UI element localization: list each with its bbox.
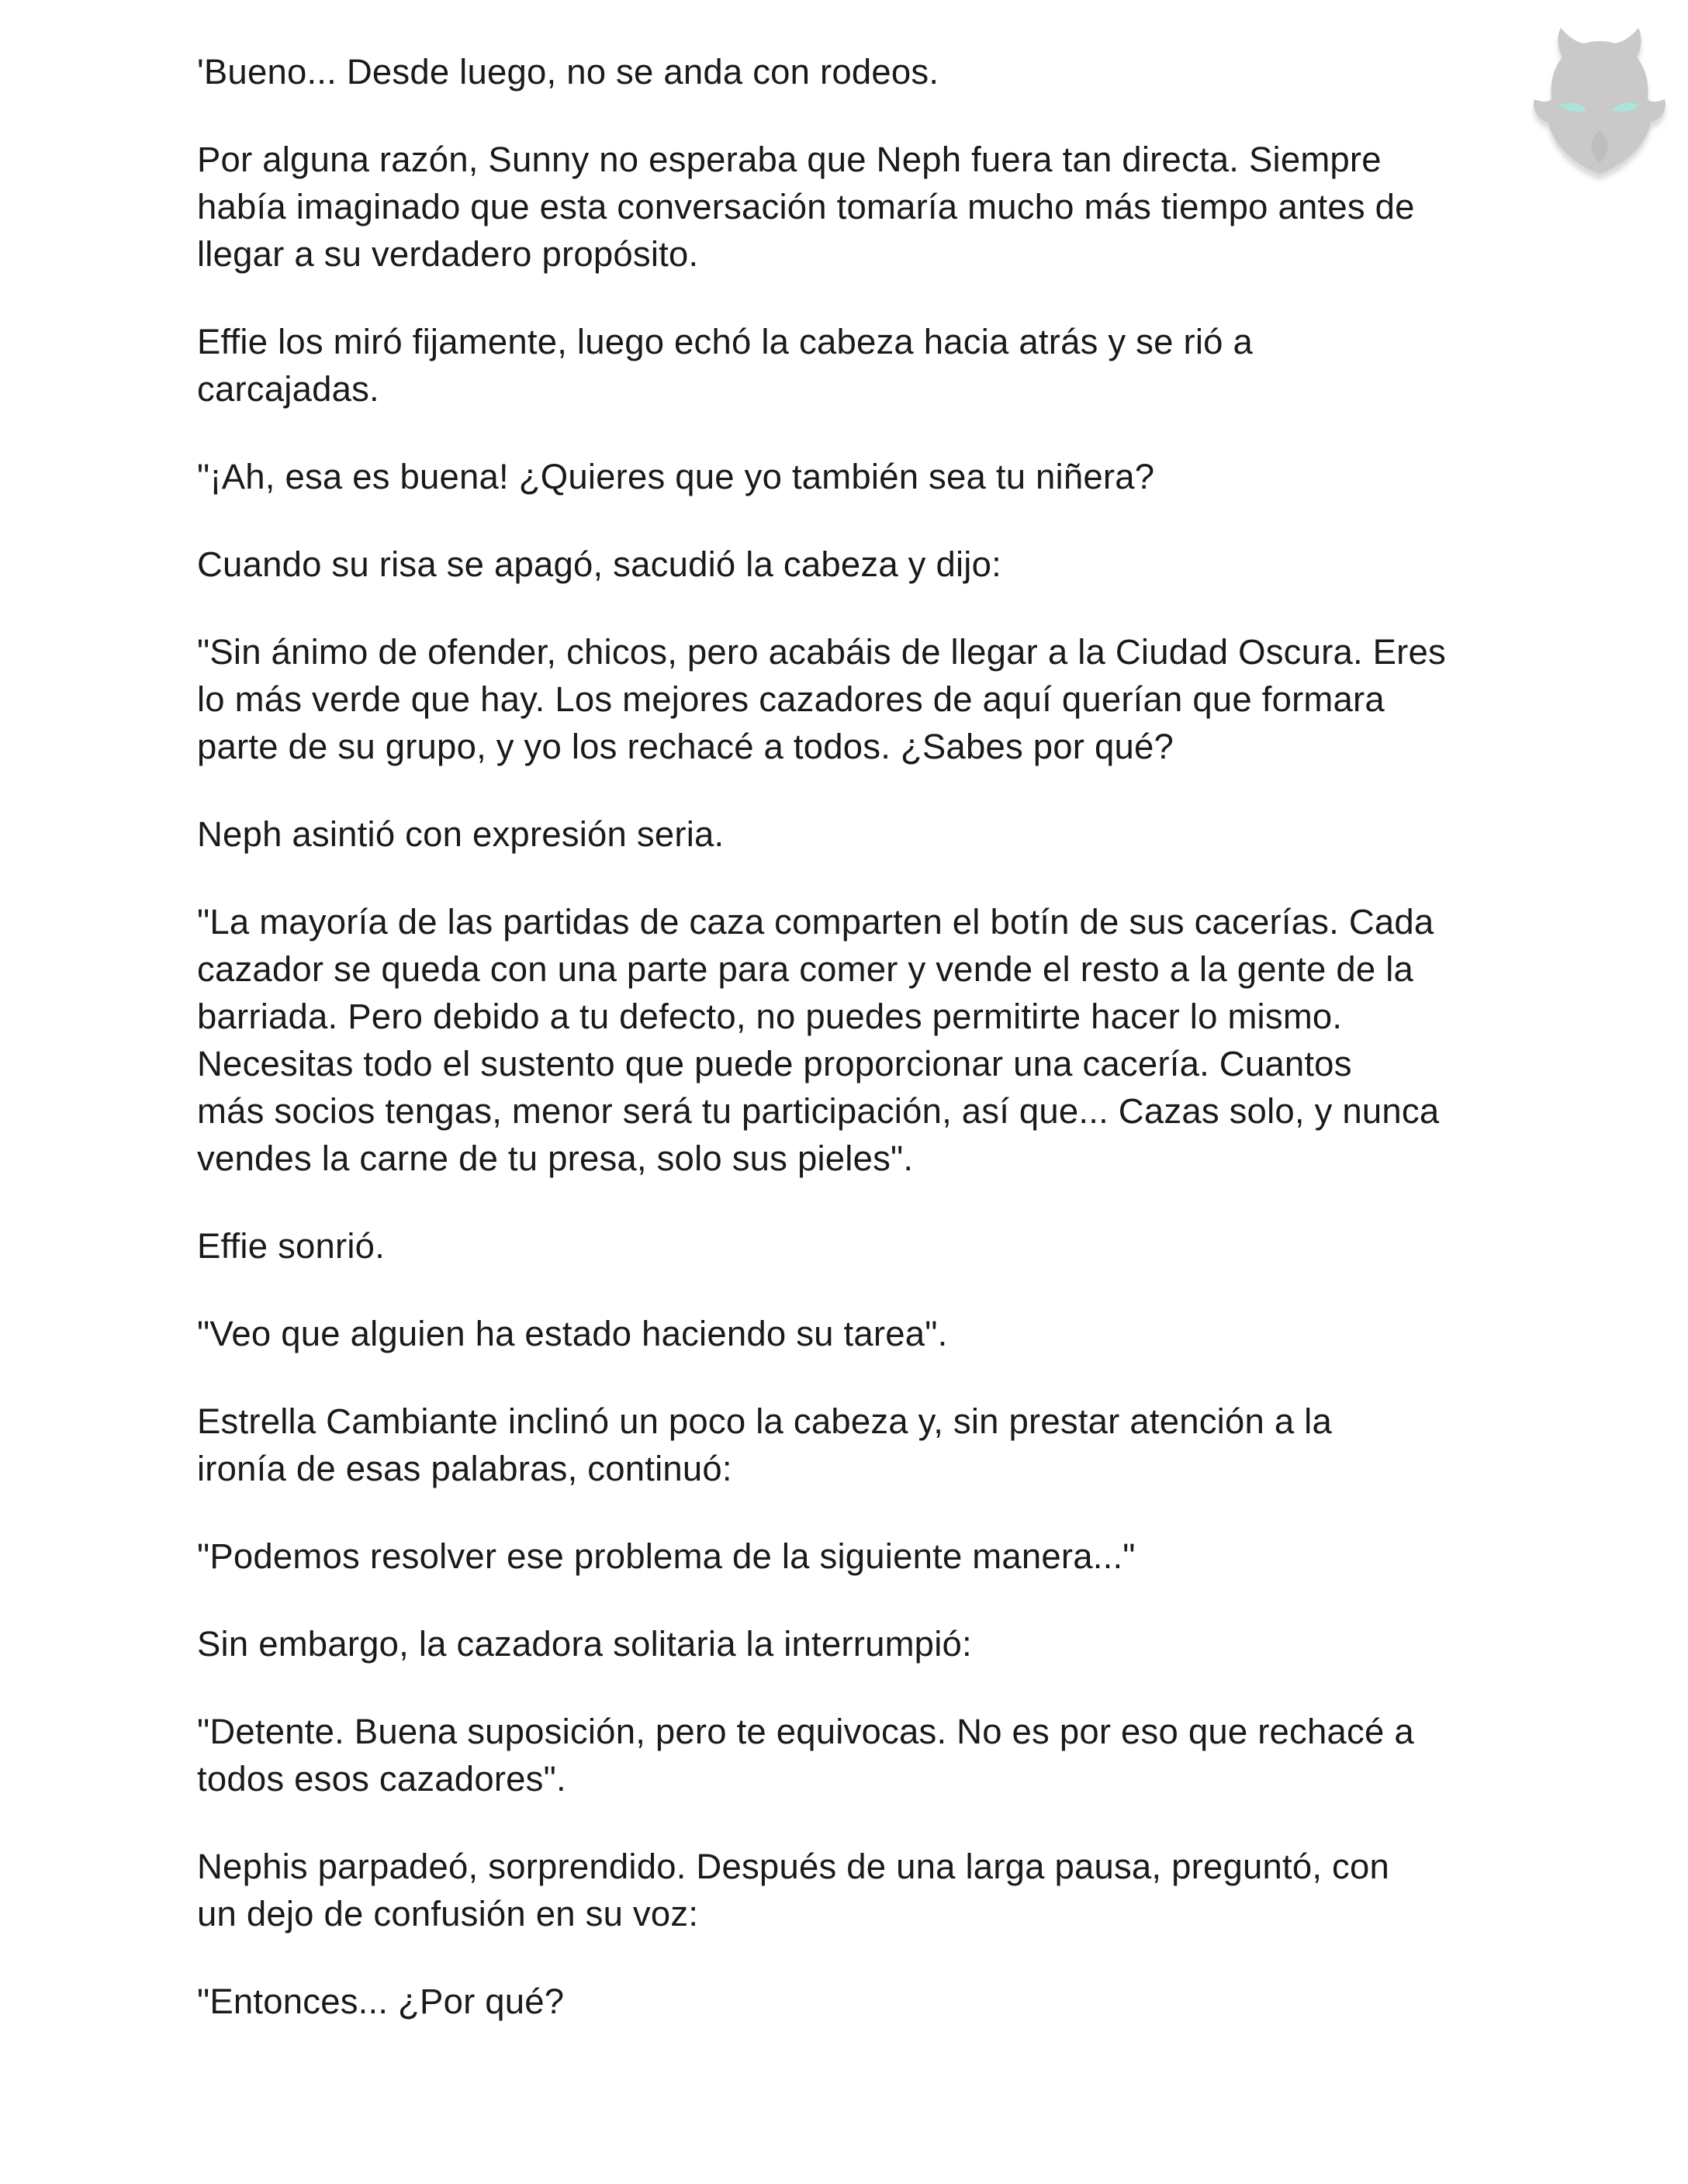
paragraph: "Veo que alguien ha estado haciendo su tarea". (197, 1314, 948, 1353)
paragraph: Cuando su risa se apagó, sacudió la cabeza y dijo: (197, 544, 1001, 584)
paragraph: Effie los miró fijamente, luego echó la cabeza hacia atrás y se rió a carcajadas. (197, 322, 1253, 409)
paragraph: 'Bueno... Desde luego, no se anda con rodeos. (197, 52, 939, 92)
paragraph: "Detente. Buena suposición, pero te equivocas. No es por eso que rechacé a todos esos cazadores". (197, 1712, 1414, 1799)
paragraph: Sin embargo, la cazadora solitaria la interrumpió: (197, 1624, 972, 1664)
paragraph: "Sin ánimo de ofender, chicos, pero acabáis de llegar a la Ciudad Oscura. Eres lo más verde que hay. Los mejores cazadores de aquí querían que formara parte de su grupo, y yo los rechacé a todos. ¿Sabes por qué? (197, 632, 1446, 766)
paragraph: "Entonces... ¿Por qué? (197, 1982, 565, 2021)
paragraph: "¡Ah, esa es buena! ¿Quieres que yo también sea tu niñera? (197, 457, 1155, 496)
demon-head-icon (1522, 14, 1677, 192)
paragraph: Por alguna razón, Sunny no esperaba que Neph fuera tan directa. Siempre había imaginado que esta conversación tomaría mucho más tiempo antes de llegar a su verdadero propósito. (197, 140, 1415, 274)
document-body (197, 48, 1508, 2065)
paragraph: Nephis parpadeó, sorprendido. Después de una larga pausa, preguntó, con un dejo de confusión en su voz: (197, 1847, 1389, 1933)
paragraph: "La mayoría de las partidas de caza comparten el botín de sus cacerías. Cada cazador se queda con una parte para comer y vende el resto a la gente de la barriada. Pero debido a tu defecto, no puedes permitirte hacer lo mismo. Necesitas todo el sustento que puede proporcionar una cacería. Cuantos más socios tengas, menor será tu participación, así que... Cazas solo, y nunca vendes la carne de tu presa, solo sus pieles". (197, 902, 1440, 1178)
paragraph: Effie sonrió. (197, 1226, 386, 1266)
paragraph: "Podemos resolver ese problema de la siguiente manera..." (197, 1536, 1136, 1576)
paragraph: Estrella Cambiante inclinó un poco la cabeza y, sin prestar atención a la ironía de esas palabras, continuó: (197, 1401, 1332, 1488)
paragraph: Neph asintió con expresión seria. (197, 814, 725, 854)
